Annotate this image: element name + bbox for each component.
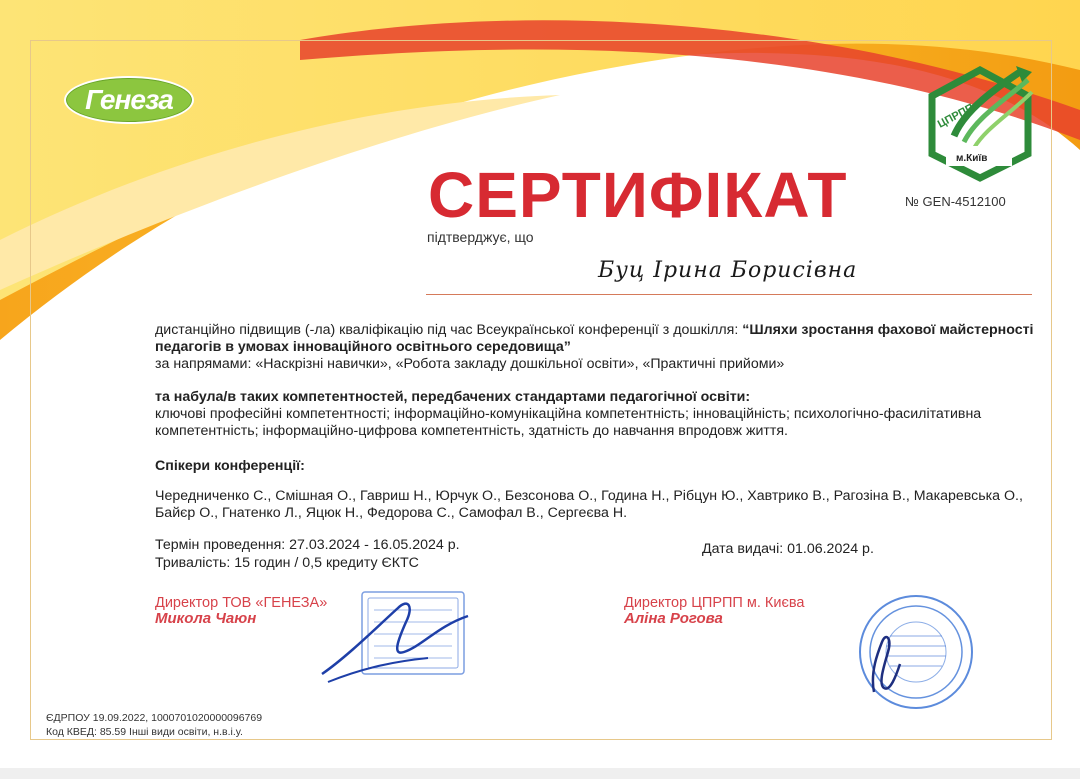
issue-date: Дата видачі: 01.06.2024 р. <box>702 541 874 557</box>
recipient-name: Буц Ірина Борисівна <box>598 258 858 283</box>
speakers-text: Чередниченко С., Смішная О., Гавриш Н., Юрчук О., Безсонова О., Година Н., Рібцун Ю., Хавтрико В., Рагозіна В., Макаревська О., Байєр О., Гнатенко Л., Яцюк Н., Федорова С., Самофал В., Сергеєва Н. <box>155 488 1023 521</box>
director2-name: Аліна Рогова <box>624 610 723 627</box>
qualification-text: дистанційно підвищив (-ла) кваліфікацію під час Всеукраїнської конференції з дошкілля: <box>155 322 743 338</box>
qualification-paragraph <box>155 322 1050 356</box>
director2-role: Директор ЦПРПП м. Києва <box>624 595 805 611</box>
certificate-title: СЕРТИФІКАТ <box>428 159 848 231</box>
confirms-text: підтверджує, що <box>427 229 534 245</box>
footer-line-1: ЄДРПОУ 19.09.2022, 1000701020000096769 <box>46 712 263 724</box>
geneza-stamp <box>318 586 478 706</box>
name-underline <box>426 294 1032 295</box>
footer-line-2: Код КВЕД: 85.59 Інші види освіти, н.в.і.у. <box>46 726 243 738</box>
speakers-heading: Спікери конференції: <box>155 458 305 474</box>
cprpp-stamp <box>848 592 978 714</box>
conference-title: “Шляхи зростання фахової майстерності педагогів в умовах інноваційного освітнього середовища” <box>155 322 1034 355</box>
competencies-text: ключові професійні компетентності; інформаційно-комунікаційна компетентність; інноваційність; психологічно-фасилітативна компетентність; інформаційно-цифрова компетентність, здатність до навчання впродовж життя. <box>155 406 982 439</box>
geneza-logo-text: Генеза <box>85 84 173 115</box>
director1-role: Директор ТОВ «ГЕНЕЗА» <box>155 595 328 611</box>
event-term: Термін проведення: 27.03.2024 - 16.05.2024 р. <box>155 537 460 553</box>
event-duration: Тривалість: 15 годин / 0,5 кредиту ЄКТС <box>155 555 419 571</box>
certificate-number: № GEN-4512100 <box>905 194 1006 209</box>
cprpp-logo-text: ЦПРПП <box>935 101 976 131</box>
geneza-logo <box>64 76 194 124</box>
cprpp-logo-city: м.Київ <box>956 153 988 164</box>
director1-name: Микола Чаюн <box>155 610 257 627</box>
competencies-heading: та набула/в таких компетентностей, передбачених стандартами педагогічної освіти: <box>155 389 751 405</box>
directions-text: за напрямами: «Наскрізні навички», «Робота закладу дошкільної освіти», «Практичні прийоми» <box>155 356 785 372</box>
cprpp-logo <box>920 62 1040 182</box>
